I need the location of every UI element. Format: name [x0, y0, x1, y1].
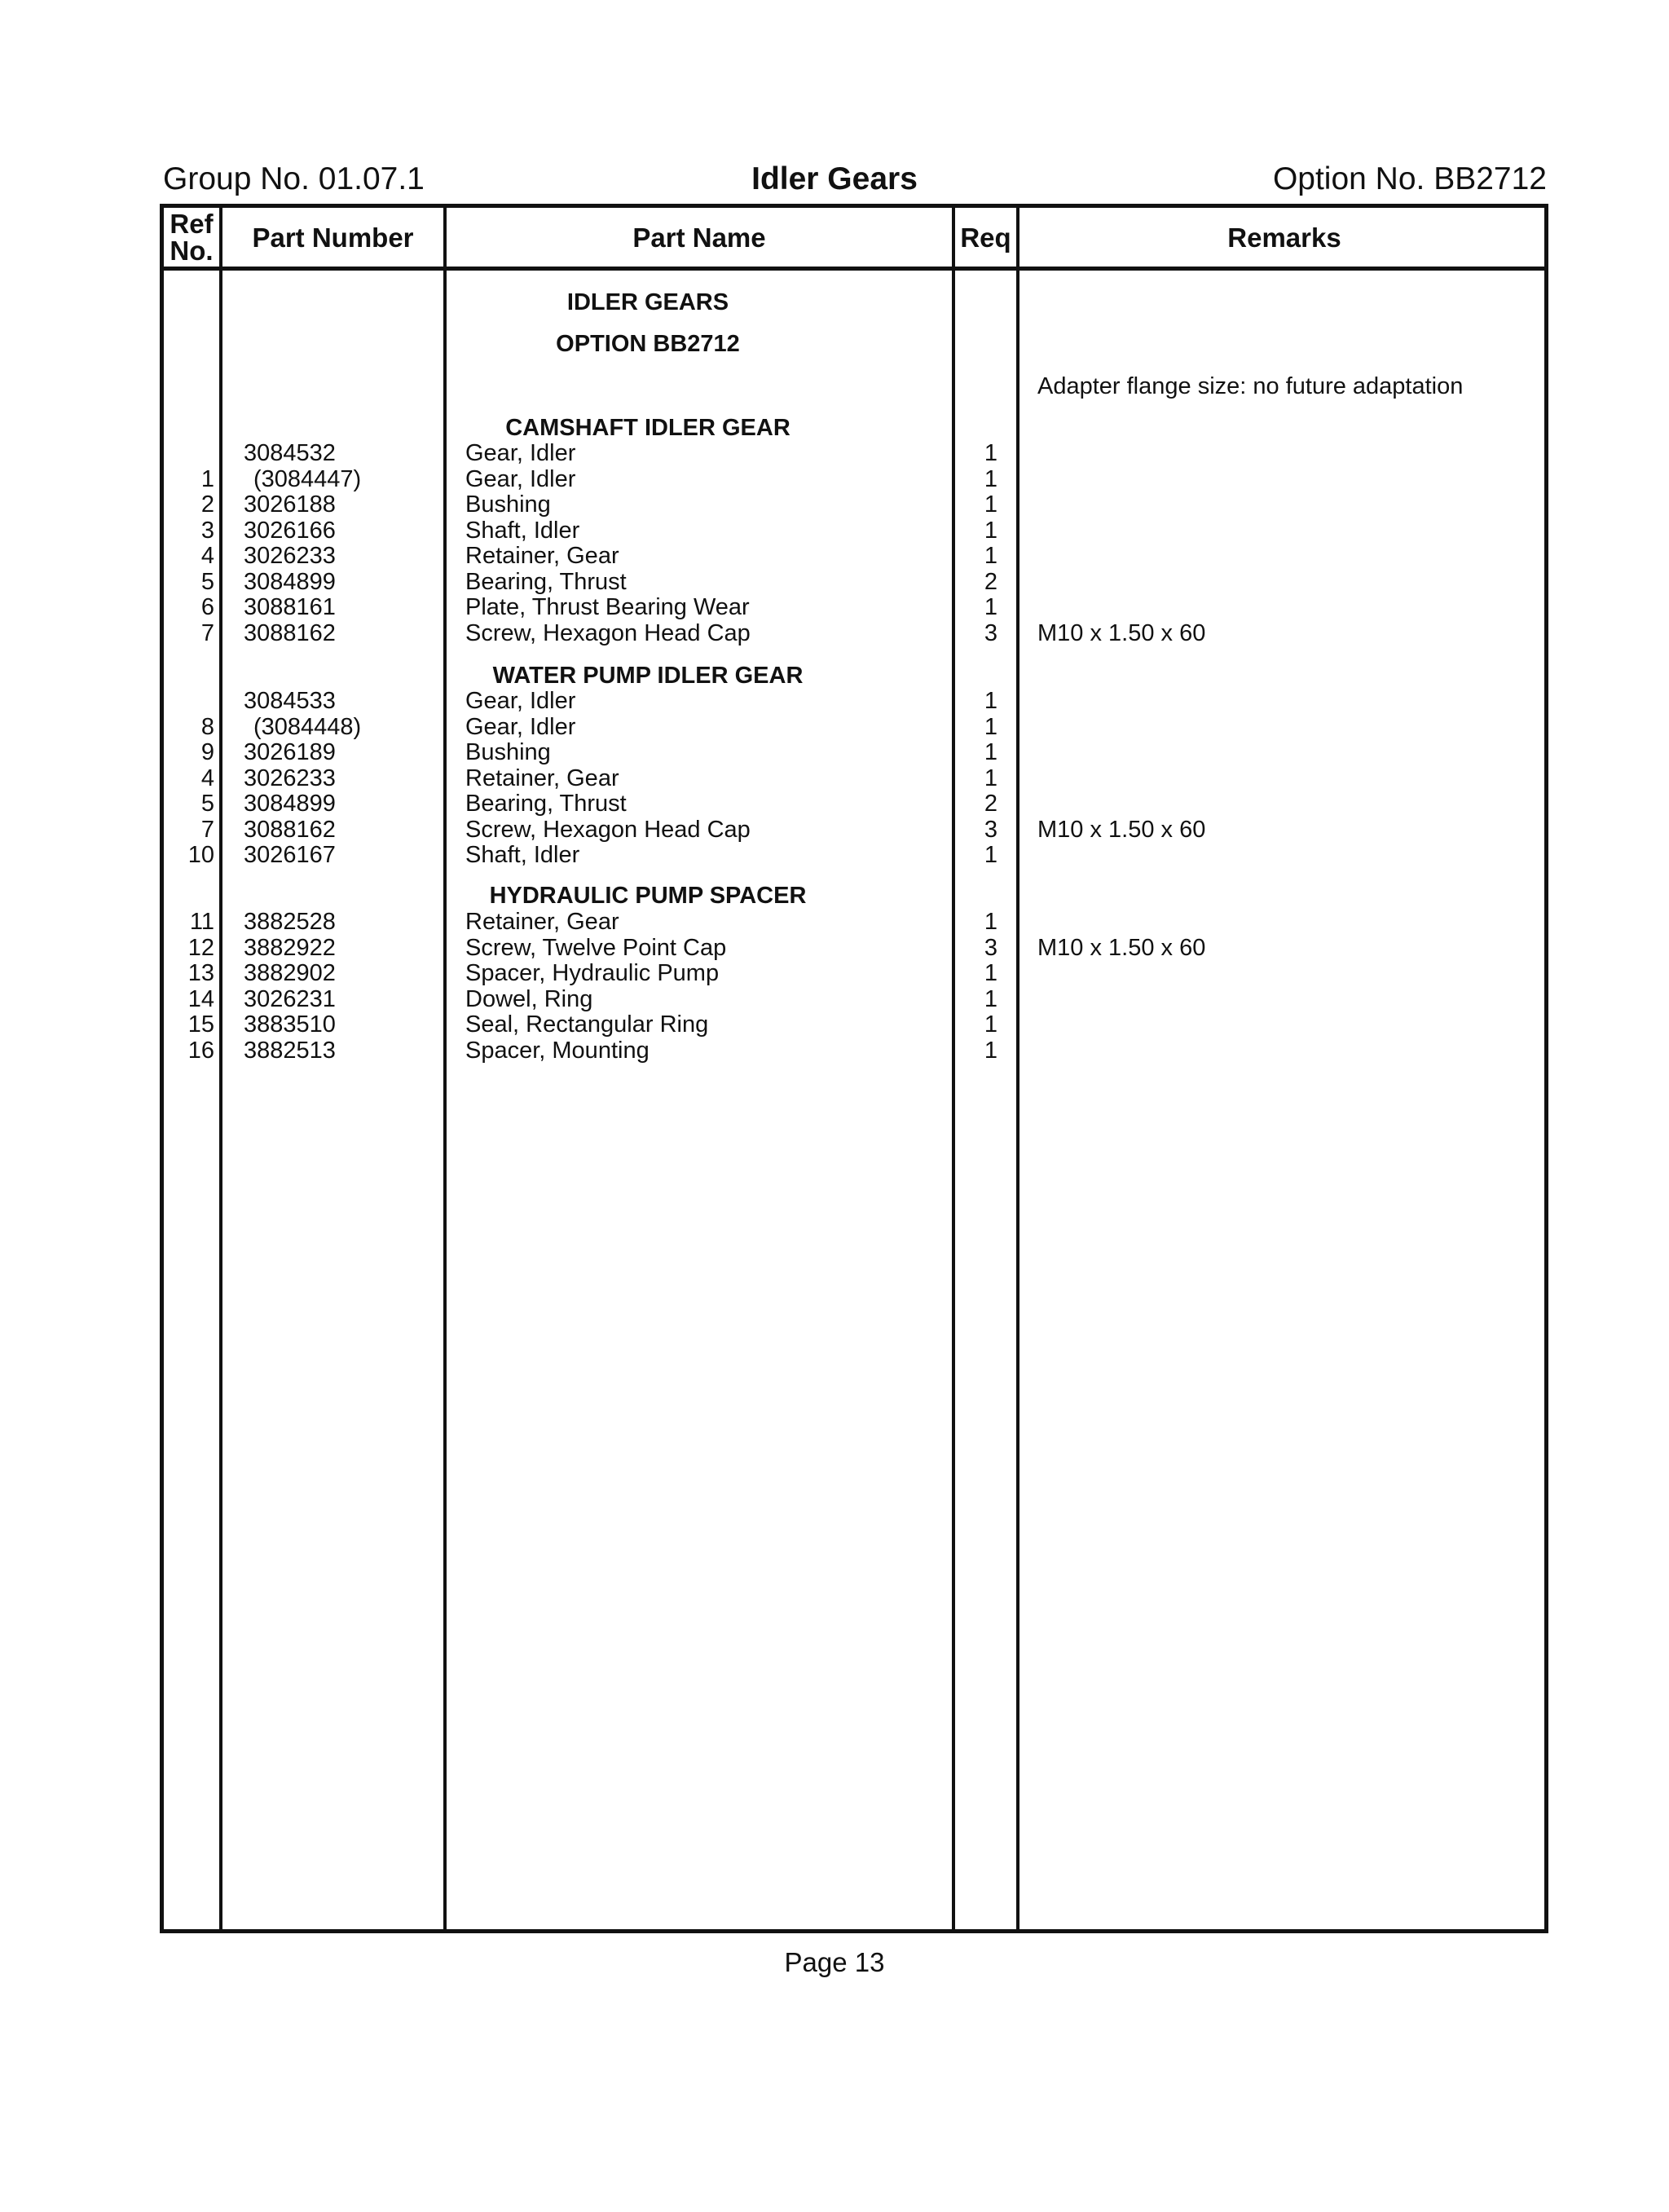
- part-number: 3882513: [244, 1037, 336, 1064]
- part-number: 3084533: [244, 688, 336, 714]
- part-name: Seal, Rectangular Ring: [465, 1011, 709, 1038]
- part-number: 3883510: [244, 1011, 336, 1038]
- header-divider: [164, 267, 1544, 271]
- part-name: Retainer, Gear: [465, 909, 619, 935]
- column-header-req: Req: [960, 222, 1011, 253]
- page-title: Idler Gears: [751, 161, 918, 196]
- part-name: Screw, Twelve Point Cap: [465, 934, 727, 961]
- part-number: (3084447): [253, 465, 362, 492]
- part-name: Shaft, Idler: [465, 517, 580, 544]
- column-divider: [952, 208, 955, 1929]
- part-name: Gear, Idler: [465, 713, 576, 740]
- section-heading: CAMSHAFT IDLER GEAR: [505, 415, 790, 441]
- ref-number: 7: [200, 816, 214, 843]
- ref-number: 1: [200, 465, 214, 492]
- ref-number: 12: [187, 934, 214, 961]
- parts-table: [160, 204, 1548, 1933]
- ref-number: 7: [200, 619, 214, 646]
- part-name: Bearing, Thrust: [465, 791, 627, 817]
- part-number: 3088161: [244, 594, 336, 620]
- part-name: Retainer, Gear: [465, 543, 619, 569]
- required-quantity: 1: [984, 543, 998, 569]
- ref-number: 4: [200, 543, 214, 569]
- required-quantity: 1: [984, 440, 998, 466]
- part-number: 3084899: [244, 791, 336, 817]
- ref-number: 13: [187, 960, 214, 986]
- remarks: M10 x 1.50 x 60: [1037, 619, 1206, 646]
- intro-option: OPTION BB2712: [556, 331, 740, 357]
- intro-remark: Adapter flange size: no future adaptation: [1037, 373, 1464, 399]
- part-name: Bushing: [465, 739, 551, 765]
- ref-number: 8: [200, 713, 214, 740]
- page-number: Page 13: [784, 1947, 885, 1977]
- required-quantity: 1: [984, 517, 998, 544]
- required-quantity: 1: [984, 1037, 998, 1064]
- part-number: 3088162: [244, 816, 336, 843]
- part-number: 3026166: [244, 517, 336, 544]
- part-name: Screw, Hexagon Head Cap: [465, 816, 751, 843]
- required-quantity: 1: [984, 1011, 998, 1038]
- part-name: Spacer, Hydraulic Pump: [465, 960, 720, 986]
- required-quantity: 1: [984, 688, 998, 714]
- required-quantity: 1: [984, 465, 998, 492]
- required-quantity: 1: [984, 960, 998, 986]
- section-heading: HYDRAULIC PUMP SPACER: [489, 883, 807, 909]
- column-divider: [219, 208, 222, 1929]
- required-quantity: 1: [984, 713, 998, 740]
- ref-number: 5: [200, 791, 214, 817]
- required-quantity: 3: [984, 816, 998, 843]
- part-number: 3026167: [244, 842, 336, 868]
- remarks: M10 x 1.50 x 60: [1037, 816, 1206, 843]
- part-number: 3026231: [244, 985, 336, 1012]
- part-number: 3084899: [244, 568, 336, 595]
- ref-number: 6: [200, 594, 214, 620]
- part-number: 3026233: [244, 543, 336, 569]
- part-name: Retainer, Gear: [465, 765, 619, 791]
- part-name: Bushing: [465, 491, 551, 518]
- required-quantity: 1: [984, 842, 998, 868]
- part-name: Spacer, Mounting: [465, 1037, 650, 1064]
- part-number: 3882902: [244, 960, 336, 986]
- intro-title: IDLER GEARS: [566, 289, 729, 315]
- required-quantity: 2: [984, 568, 998, 595]
- required-quantity: 2: [984, 791, 998, 817]
- ref-number: 14: [187, 985, 214, 1012]
- part-name: Plate, Thrust Bearing Wear: [465, 594, 750, 620]
- section-heading: WATER PUMP IDLER GEAR: [492, 663, 804, 689]
- ref-number: 11: [189, 909, 214, 935]
- ref-number: 16: [187, 1037, 214, 1064]
- required-quantity: 1: [984, 765, 998, 791]
- required-quantity: 1: [984, 594, 998, 620]
- required-quantity: 1: [984, 985, 998, 1012]
- ref-number: 3: [200, 517, 214, 544]
- part-number: 3088162: [244, 619, 336, 646]
- required-quantity: 3: [984, 619, 998, 646]
- ref-number: 15: [187, 1011, 214, 1038]
- part-number: (3084448): [253, 713, 362, 740]
- part-number: 3084532: [244, 440, 336, 466]
- column-header-remarks: Remarks: [1227, 222, 1341, 253]
- part-number: 3882528: [244, 909, 336, 935]
- part-number: 3882922: [244, 934, 336, 961]
- column-divider: [1016, 208, 1019, 1929]
- required-quantity: 1: [984, 909, 998, 935]
- part-name: Gear, Idler: [465, 440, 576, 466]
- ref-number: 2: [200, 491, 214, 518]
- required-quantity: 1: [984, 739, 998, 765]
- required-quantity: 1: [984, 491, 998, 518]
- part-number: 3026233: [244, 765, 336, 791]
- column-header-part-number: Part Number: [252, 222, 414, 253]
- column-divider: [443, 208, 447, 1929]
- ref-number: 4: [200, 765, 214, 791]
- part-name: Gear, Idler: [465, 465, 576, 492]
- ref-number: 9: [200, 739, 214, 765]
- group-number: Group No. 01.07.1: [163, 161, 425, 196]
- column-header-part-name: Part Name: [632, 222, 766, 253]
- part-number: 3026189: [244, 739, 336, 765]
- remarks: M10 x 1.50 x 60: [1037, 934, 1206, 961]
- part-name: Bearing, Thrust: [465, 568, 627, 595]
- part-name: Screw, Hexagon Head Cap: [465, 619, 751, 646]
- option-number: Option No. BB2712: [1272, 161, 1547, 196]
- ref-number: 10: [187, 842, 214, 868]
- part-number: 3026188: [244, 491, 336, 518]
- required-quantity: 3: [984, 934, 998, 961]
- part-name: Gear, Idler: [465, 688, 576, 714]
- part-name: Shaft, Idler: [465, 842, 580, 868]
- column-header-ref: Ref No.: [170, 209, 214, 266]
- part-name: Dowel, Ring: [465, 985, 593, 1012]
- ref-number: 5: [200, 568, 214, 595]
